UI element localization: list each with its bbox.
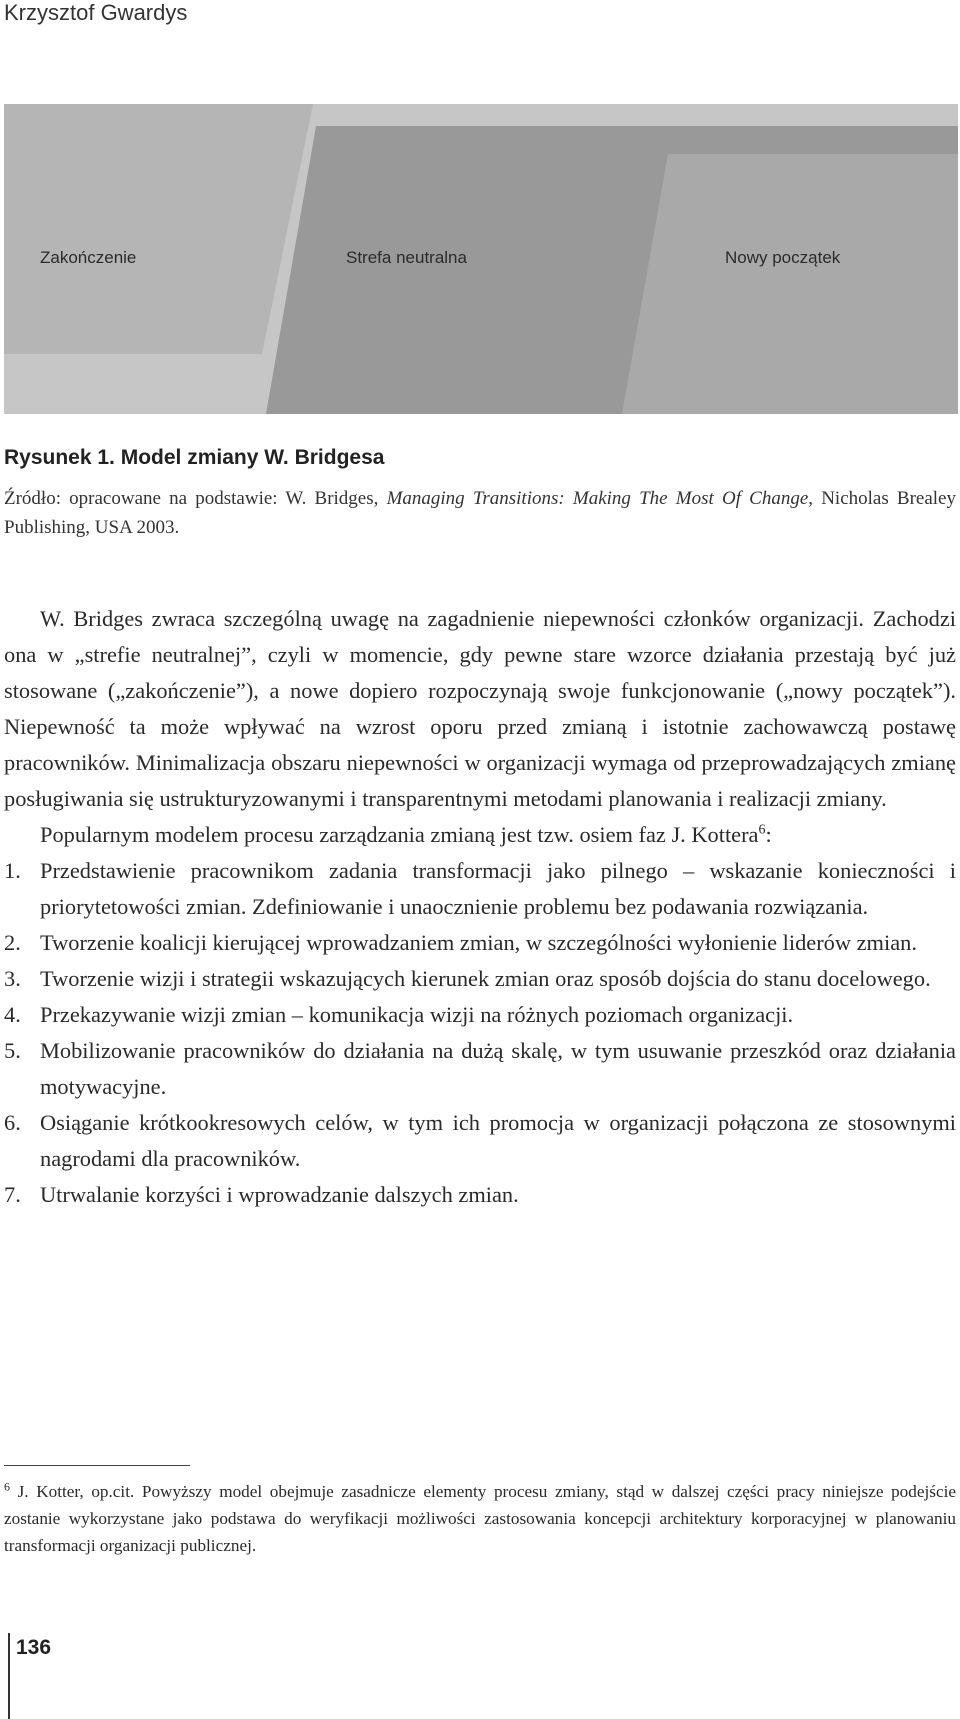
phase-shape-ending <box>4 104 313 354</box>
list-number: 6. <box>4 1110 21 1135</box>
list-text: Przedstawienie pracownikom zadania transformacji jako pilnego – wskazanie konieczności i priorytetowości zmian. Zdefiniowanie i unaocznienie problemu bez podawania rozwiązania. <box>40 858 956 919</box>
list-item <box>4 997 956 1033</box>
list-item <box>4 1033 956 1105</box>
kotter-intro-text: Popularnym modelem procesu zarządzania zmianą jest tzw. osiem faz J. Kottera <box>40 822 759 847</box>
list-text: Utrwalanie korzyści i wprowadzanie dalszych zmian. <box>40 1182 519 1207</box>
figure-caption-title: Rysunek 1. Model zmiany W. Bridgesa <box>4 446 385 469</box>
list-text: Mobilizowanie pracowników do działania na dużą skalę, w tym usuwanie przeszkód oraz działania motywacyjne. <box>40 1038 956 1099</box>
page-number: 136 <box>16 1636 52 1659</box>
source-suffix: , Nicholas Brealey Publishing, USA 2003. <box>4 488 956 538</box>
running-head: Krzysztof Gwardys <box>4 0 188 25</box>
list-item <box>4 1177 956 1213</box>
footnote-reference: 6 <box>758 822 766 838</box>
phase-label-neutral-zone: Strefa neutralna <box>346 248 467 267</box>
source-book-title: Managing Transitions: Making The Most Of Change <box>386 488 809 509</box>
footnote-mark: 6 <box>4 1479 10 1494</box>
footnote-text: J. Kotter, op.cit. Powyższy model obejmuje zasadnicze elementy procesu zmiany, stąd w dalszej części pracy niniejsze podejście zostanie wykorzystane jako podstawa do weryfikacji możliwości zastosowania koncepcji architektury korporacyjnej w planowaniu transformacji organizacji publicznej. <box>4 1482 956 1555</box>
footnote-separator <box>4 1465 190 1466</box>
phase-label-new-beginning: Nowy początek <box>725 248 841 267</box>
list-number: 2. <box>4 930 21 955</box>
figure-caption-source <box>4 484 956 542</box>
footnote <box>4 1478 956 1559</box>
transition-diagram-svg <box>4 104 958 414</box>
list-text: Tworzenie wizji i strategii wskazujących kierunek zmian oraz sposób dojścia do stanu docelowego. <box>40 966 931 991</box>
list-item <box>4 1105 956 1177</box>
page-number-rule <box>8 1633 10 1719</box>
list-text: Przekazywanie wizji zmian – komunikacja wizji na różnych poziomach organizacji. <box>40 1002 794 1027</box>
phase-shape-new-beginning <box>622 154 958 414</box>
body-text <box>4 601 956 1213</box>
list-text: Tworzenie koalicji kierującej wprowadzaniem zmian, w szczególności wyłonienie liderów zmian. <box>40 930 917 955</box>
list-number: 4. <box>4 1002 21 1027</box>
list-number: 7. <box>4 1182 21 1207</box>
paragraph-kotter-intro <box>4 817 956 853</box>
list-text: Osiąganie krótkookresowych celów, w tym ich promocja w organizacji połączona ze stosownymi nagrodami dla pracowników. <box>40 1110 956 1171</box>
bridges-transition-diagram <box>4 104 958 414</box>
phase-label-ending: Zakończenie <box>40 248 137 267</box>
list-number: 5. <box>4 1038 21 1063</box>
source-prefix: Źródło: opracowane na podstawie: W. Bridges, <box>4 488 387 509</box>
list-number: 1. <box>4 858 21 883</box>
list-item <box>4 853 956 925</box>
list-number: 3. <box>4 966 21 991</box>
kotter-intro-colon: : <box>765 822 772 847</box>
list-item <box>4 925 956 961</box>
paragraph-bridges-uncertainty: W. Bridges zwraca szczególną uwagę na zagadnienie niepewności członków organizacji. Zachodzi ona w „strefie neutralnej”, czyli w momencie, gdy pewne stare wzorce działania przestają być już stosowane („zakończenie”), a nowe dopiero rozpoczynają swoje funkcjonowanie („nowy początek”). Niepewność ta może wpływać na wzrost oporu przed zmianą i istotnie zachowawczą postawę pracowników. Minimalizacja obszaru niepewności w organizacji wymaga od przeprowadzających zmianę posługiwania się ustrukturyzowanymi i transparentnymi metodami planowania i realizacji zmiany. <box>4 606 956 811</box>
list-item <box>4 961 956 997</box>
